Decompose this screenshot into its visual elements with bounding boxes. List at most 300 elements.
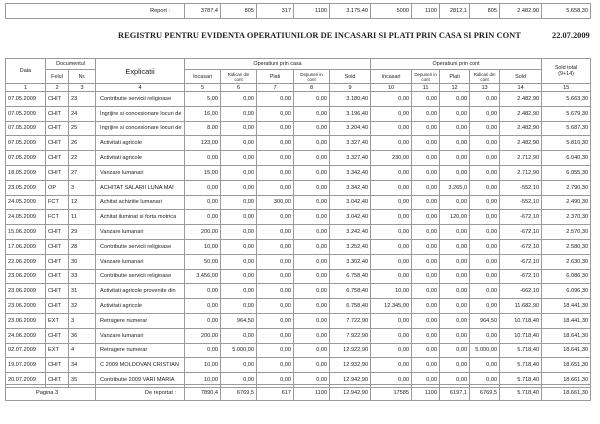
cell-sold-total: 6.040,30 [542,151,591,166]
cell-cont-plati: 0,00 [440,92,470,107]
cell-casa-incasari: 0,00 [185,180,221,195]
cell-doc-nr: 23 [69,92,96,107]
column-number: 2 [46,84,69,92]
cell-doc-nr: 22 [69,151,96,166]
cell-doc-nr: 27 [69,165,96,180]
cell-explanation: Vanzare lumanari [96,328,185,343]
cell-cont-depuneri: 0,00 [412,239,440,254]
cell-casa-incasari: 0,00 [185,313,221,328]
cell-sold-total: 6.055,30 [542,165,591,180]
cell-cont-ridicari: 0,00 [470,165,500,180]
cell-cont-incasari: 0,00 [371,136,412,151]
cell-casa-sold: 3.196,40 [330,106,371,121]
cell-cont-ridicari: 0,00 [470,92,500,107]
table-row [6,106,591,121]
cell-casa-plati: 0,00 [257,343,294,358]
cell-cont-plati: 120,00 [440,210,470,225]
cell-casa-plati: 0,00 [257,269,294,284]
cell-casa-ridicari: 0,00 [221,239,257,254]
cell-cont-plati: 0,00 [440,373,470,388]
table-row [6,195,591,210]
cell-casa-ridicari: 0,00 [221,165,257,180]
header-sold-total-label: Sold total [554,65,578,71]
table-row [6,165,591,180]
cell-cont-plati: 0,00 [440,358,470,373]
header-data: Data [6,59,46,84]
cell-cont-sold: 5.718,40 [500,373,542,388]
cell-cont-ridicari: 0,00 [470,151,500,166]
header-explicatii: Explicatii [96,59,185,84]
cell-cont-incasari: 0,00 [371,195,412,210]
cell-casa-ridicari: 0,00 [221,328,257,343]
cell-cont-incasari: 0,00 [371,269,412,284]
table-row [6,210,591,225]
cell-casa-incasari: 15,00 [185,165,221,180]
cell-doc-nr: 24 [69,106,96,121]
cell-casa-depuneri: 0,00 [294,180,330,195]
table-row [6,343,591,358]
report-value: 2.482,90 [500,4,542,19]
cell-date: 07.05.2009 [6,121,46,136]
cell-sold-total: 6.096,30 [542,284,591,299]
cell-cont-ridicari: 0,00 [470,373,500,388]
header-casa-sold: Sold [330,70,371,84]
cell-doc-nr: 30 [69,254,96,269]
cell-casa-incasari: 200,00 [185,225,221,240]
cell-doc-type: CHIT [46,165,69,180]
cell-casa-depuneri: 0,00 [294,358,330,373]
cell-sold-total: 5.679,30 [542,106,591,121]
cell-cont-depuneri: 0,00 [412,328,440,343]
table-row [6,284,591,299]
report-value: 5000 [371,4,412,19]
report-row [5,3,591,19]
cell-casa-plati: 0,00 [257,165,294,180]
cell-explanation: Activitati agricole [96,136,185,151]
cell-date: 23.06.2009 [6,299,46,314]
cell-casa-ridicari: 0,00 [221,225,257,240]
header-cont-depuneri: Depuneri in cont [412,70,440,84]
cell-sold-total: 18.441,30 [542,299,591,314]
table-row [6,225,591,240]
cell-cont-depuneri: 0,00 [412,165,440,180]
register-rows [6,92,591,388]
cell-cont-sold: -672,10 [500,210,542,225]
header-sold-total [542,59,591,84]
table-row [6,239,591,254]
cell-cont-ridicari: 0,00 [470,239,500,254]
header-nr: Nr. [69,70,96,84]
cell-cont-plati: 0,00 [440,328,470,343]
cell-casa-ridicari: 0,00 [221,92,257,107]
cell-doc-nr: 3 [69,313,96,328]
register-date: 22.07.2009 [552,31,590,40]
header-cont-incasari: Incasari [371,70,412,84]
cell-cont-ridicari: 0,00 [470,210,500,225]
cell-date: 24.05.2009 [6,210,46,225]
cell-cont-plati: 3.265,0 [440,180,470,195]
cell-sold-total: 18.651,30 [542,358,591,373]
table-row [6,269,591,284]
cell-cont-sold: 10.718,40 [500,328,542,343]
cell-cont-depuneri: 0,00 [412,313,440,328]
cell-cont-plati: 0,00 [440,136,470,151]
cell-date: 17.06.2009 [6,239,46,254]
report-value: 3787,4 [185,4,221,19]
cell-explanation: Vanzare lumanari [96,165,185,180]
cell-cont-sold: 2.482,90 [500,136,542,151]
cell-cont-ridicari: 0,00 [470,121,500,136]
report-value: 5.658,30 [542,4,591,19]
cell-cont-sold: 5.718,40 [500,343,542,358]
cell-casa-incasari: 0,00 [185,195,221,210]
cell-casa-sold: 3.042,40 [330,210,371,225]
column-number: 11 [412,84,440,92]
cell-cont-ridicari: 964,50 [470,313,500,328]
cell-cont-incasari: 12.345,00 [371,299,412,314]
cell-cont-incasari: 0,00 [371,254,412,269]
column-number: 15 [542,84,591,92]
cell-casa-plati: 0,00 [257,284,294,299]
cell-casa-incasari: 16,00 [185,106,221,121]
cell-explanation: Activitati agricole [96,151,185,166]
header-casa-ridicari: Ridicari din cont [221,70,257,84]
cell-date: 20.07.2009 [6,373,46,388]
cell-cont-depuneri: 0,00 [412,343,440,358]
cell-casa-ridicari: 5.000,00 [221,343,257,358]
cell-cont-depuneri: 0,00 [412,225,440,240]
cell-cont-sold: -672,10 [500,269,542,284]
cell-explanation: C 2009 MOLDOVAN CRISTIAN [96,358,185,373]
cell-casa-ridicari: 0,00 [221,210,257,225]
cell-cont-ridicari: 0,00 [470,358,500,373]
report-label: Report : [6,4,185,19]
cell-cont-sold: 11.682,90 [500,299,542,314]
cell-doc-type: CHIT [46,136,69,151]
cell-casa-sold: 7.722,90 [330,313,371,328]
table-row [6,254,591,269]
cell-cont-incasari: 0,00 [371,373,412,388]
cell-cont-incasari: 230,00 [371,151,412,166]
table-row [6,299,591,314]
cell-cont-plati: 0,00 [440,269,470,284]
cell-casa-ridicari: 0,00 [221,358,257,373]
cell-sold-total: 5.687,30 [542,121,591,136]
cell-casa-sold: 3.327,40 [330,151,371,166]
cell-casa-incasari: 10,00 [185,239,221,254]
cell-sold-total: 18.441,30 [542,313,591,328]
cell-explanation: Ingrijire si concesionare locuri de [96,106,185,121]
cell-cont-plati: 0,00 [440,151,470,166]
cell-cont-depuneri: 0,00 [412,92,440,107]
cell-casa-depuneri: 0,00 [294,343,330,358]
cell-doc-nr: 35 [69,373,96,388]
cell-casa-plati: 0,00 [257,299,294,314]
cell-explanation: Contributie 2009 VARI MARIA [96,373,185,388]
cell-doc-type: CHIT [46,269,69,284]
cell-date: 07.05.2009 [6,151,46,166]
cell-explanation: Contributie servicii religioase [96,269,185,284]
cell-casa-depuneri: 0,00 [294,239,330,254]
cell-sold-total: 2.630,30 [542,254,591,269]
cell-casa-plati: 0,00 [257,328,294,343]
cell-cont-sold: 2.712,90 [500,165,542,180]
cell-cont-depuneri: 0,00 [412,254,440,269]
cell-casa-sold: 3.327,40 [330,136,371,151]
column-number: 3 [69,84,96,92]
table-row [6,136,591,151]
cell-casa-sold: 3.242,40 [330,225,371,240]
table-row [6,180,591,195]
cell-sold-total: 18.641,30 [542,343,591,358]
cell-cont-sold: 10.718,40 [500,313,542,328]
cell-cont-depuneri: 0,00 [412,121,440,136]
cell-casa-depuneri: 0,00 [294,225,330,240]
cell-doc-nr: 31 [69,284,96,299]
cell-casa-plati: 0,00 [257,239,294,254]
cell-cont-depuneri: 0,00 [412,180,440,195]
cell-doc-nr: 34 [69,358,96,373]
cell-casa-incasari: 50,00 [185,254,221,269]
cell-cont-ridicari: 0,00 [470,106,500,121]
cell-cont-incasari: 0,00 [371,165,412,180]
column-number: 6 [221,84,257,92]
cell-doc-nr: 3 [69,180,96,195]
cell-casa-incasari: 0,00 [185,343,221,358]
header-operatiuni-cont: Operatiuni prin cont [371,59,542,70]
cell-cont-sold: -662,10 [500,284,542,299]
cell-casa-ridicari: 0,00 [221,284,257,299]
de-reportat-label: De reportat : [96,385,185,401]
cell-casa-plati: 300,00 [257,195,294,210]
header-cont-ridicari: Ridicari din cont [470,70,500,84]
cell-cont-depuneri: 0,00 [412,210,440,225]
cell-cont-sold: -672,10 [500,225,542,240]
cell-doc-type: CHIT [46,106,69,121]
cell-cont-depuneri: 0,00 [412,151,440,166]
cell-casa-plati: 0,00 [257,151,294,166]
cell-date: 18.05.2009 [6,165,46,180]
cell-casa-plati: 0,00 [257,313,294,328]
cell-date: 07.05.2009 [6,136,46,151]
report-value: 1100 [294,4,330,19]
cell-cont-incasari: 0,00 [371,121,412,136]
cell-casa-ridicari: 0,00 [221,180,257,195]
table-row [6,358,591,373]
cell-casa-incasari: 5,00 [185,92,221,107]
cell-cont-ridicari: 0,00 [470,225,500,240]
cell-casa-depuneri: 0,00 [294,313,330,328]
cell-cont-ridicari: 0,00 [470,136,500,151]
cell-casa-sold: 6.758,40 [330,284,371,299]
report-value: 3.175,40 [330,4,371,19]
table-row [6,313,591,328]
report-value: 2812,1 [440,4,470,19]
cell-explanation: Activitati agricole provenite din [96,284,185,299]
cell-date: 07.05.2009 [6,106,46,121]
cell-cont-sold: 5.718,40 [500,358,542,373]
cell-casa-sold: 12.942,90 [330,373,371,388]
table-row [6,92,591,107]
cell-date: 15.06.2009 [6,225,46,240]
cell-doc-nr: 28 [69,239,96,254]
cell-doc-type: CHIT [46,92,69,107]
cell-sold-total: 2.490,30 [542,195,591,210]
cell-cont-ridicari: 0,00 [470,284,500,299]
cell-casa-incasari: 0,00 [185,299,221,314]
header-cont-sold: Sold [500,70,542,84]
cell-sold-total: 2.580,30 [542,239,591,254]
cell-cont-sold: -672,10 [500,254,542,269]
cell-casa-depuneri: 0,00 [294,373,330,388]
cell-cont-plati: 0,00 [440,121,470,136]
cell-date: 24.05.2009 [6,195,46,210]
cell-cont-plati: 0,00 [440,195,470,210]
cell-date: 23.06.2009 [6,313,46,328]
column-number: 8 [294,84,330,92]
cell-cont-incasari: 0,00 [371,106,412,121]
cell-cont-ridicari: 0,00 [470,195,500,210]
cell-date: 23.05.2009 [6,180,46,195]
table-row [6,121,591,136]
cell-cont-sold: -552,10 [500,195,542,210]
cell-doc-type: CHIT [46,121,69,136]
header-casa-incasari: Incasari [185,70,221,84]
cell-casa-ridicari: 0,00 [221,121,257,136]
footer-value: 1100 [294,385,330,401]
cell-sold-total: 2.370,30 [542,210,591,225]
cell-cont-depuneri: 0,00 [412,136,440,151]
cell-casa-ridicari: 0,00 [221,195,257,210]
cell-doc-nr: 36 [69,328,96,343]
cell-cont-incasari: 0,00 [371,343,412,358]
footer-value: 6197,1 [440,385,470,401]
cell-explanation: Contributie servicii religioase [96,92,185,107]
footer-row [5,384,591,401]
cell-casa-ridicari: 964,50 [221,313,257,328]
cell-date: 02.07.2009 [6,343,46,358]
cell-explanation: ACHITAT SALARII LUNA MAI [96,180,185,195]
cell-cont-incasari: 0,00 [371,239,412,254]
cell-casa-ridicari: 0,00 [221,151,257,166]
cell-cont-ridicari: 0,00 [470,254,500,269]
cell-casa-plati: 0,00 [257,106,294,121]
cell-casa-depuneri: 0,00 [294,210,330,225]
footer-value: 18.661,30 [542,385,591,401]
cell-casa-ridicari: 0,00 [221,254,257,269]
cell-doc-nr: 33 [69,269,96,284]
cell-cont-sold: 2.482,90 [500,92,542,107]
cell-casa-sold: 3.302,40 [330,254,371,269]
cell-casa-sold: 6.758,40 [330,299,371,314]
cell-explanation: Retragere numerar [96,313,185,328]
cell-casa-incasari: 10,00 [185,373,221,388]
header-cont-plati: Plati [440,70,470,84]
cell-casa-incasari: 0,00 [185,151,221,166]
cell-doc-nr: 32 [69,299,96,314]
cell-doc-nr: 11 [69,210,96,225]
register-table [5,58,591,388]
cell-casa-depuneri: 0,00 [294,151,330,166]
header-casa-depuneri: Depuneri in cont [294,70,330,84]
column-number: 5 [185,84,221,92]
column-number: 9 [330,84,371,92]
cell-doc-type: OP [46,180,69,195]
column-number: 13 [470,84,500,92]
cell-date: 22.06.2009 [6,254,46,269]
cell-sold-total: 6.086,30 [542,269,591,284]
page-number: Pagina 3 [6,385,96,401]
cell-casa-incasari: 10,00 [185,358,221,373]
cell-casa-depuneri: 0,00 [294,195,330,210]
cell-date: 23.06.2009 [6,284,46,299]
cell-cont-sold: -672,10 [500,239,542,254]
cell-cont-depuneri: 0,00 [412,106,440,121]
cell-doc-type: FCT [46,210,69,225]
cell-date: 23.06.2009 [6,269,46,284]
cell-casa-incasari: 8,00 [185,121,221,136]
cell-doc-nr: 26 [69,136,96,151]
cell-casa-plati: 0,00 [257,225,294,240]
cell-date: 24.06.2009 [6,328,46,343]
cell-cont-plati: 0,00 [440,343,470,358]
cell-casa-incasari: 3.456,00 [185,269,221,284]
column-number: 12 [440,84,470,92]
cell-sold-total: 18.661,30 [542,373,591,388]
cell-explanation: Retragere numerar [96,343,185,358]
cell-casa-depuneri: 0,00 [294,165,330,180]
cell-casa-incasari: 0,00 [185,210,221,225]
cell-cont-sold: 2.482,90 [500,106,542,121]
cell-cont-ridicari: 5.000,00 [470,343,500,358]
cell-doc-type: CHIT [46,239,69,254]
cell-cont-ridicari: 0,00 [470,299,500,314]
cell-cont-sold: -552,10 [500,180,542,195]
cell-explanation: Ingrijire si concesionare locuri de [96,121,185,136]
report-value: 805 [221,4,257,19]
cell-casa-ridicari: 0,00 [221,269,257,284]
column-number: 10 [371,84,412,92]
cell-casa-depuneri: 0,00 [294,121,330,136]
cell-explanation: Activitati agricole [96,299,185,314]
cell-casa-plati: 0,00 [257,121,294,136]
cell-casa-incasari: 0,00 [185,284,221,299]
cell-cont-plati: 0,00 [440,239,470,254]
column-number: 14 [500,84,542,92]
cell-cont-incasari: 0,00 [371,225,412,240]
cell-date: 07.05.2009 [6,92,46,107]
header-casa-plati: Plati [257,70,294,84]
report-value: 317 [257,4,294,19]
cell-cont-incasari: 0,00 [371,180,412,195]
footer-value: 17585 [371,385,412,401]
cell-doc-type: CHIT [46,284,69,299]
cell-doc-type: CHIT [46,328,69,343]
cell-casa-depuneri: 0,00 [294,254,330,269]
cell-explanation: Achitat iluminat si forta motrica [96,210,185,225]
cell-cont-sold: 2.482,90 [500,121,542,136]
cell-sold-total: 18.641,30 [542,328,591,343]
cell-casa-sold: 3.042,40 [330,195,371,210]
cell-casa-sold: 6.758,40 [330,269,371,284]
cell-cont-incasari: 0,00 [371,328,412,343]
cell-casa-ridicari: 0,00 [221,299,257,314]
cell-doc-type: CHIT [46,373,69,388]
footer-value: 7890,4 [185,385,221,401]
cell-sold-total: 2.790,30 [542,180,591,195]
footer-value: 5.718,40 [500,385,542,401]
page-title: REGISTRU PENTRU EVIDENTA OPERATIUNILOR DE INCASARI SI PLATI PRIN CASA SI PRIN CONT [118,31,521,40]
